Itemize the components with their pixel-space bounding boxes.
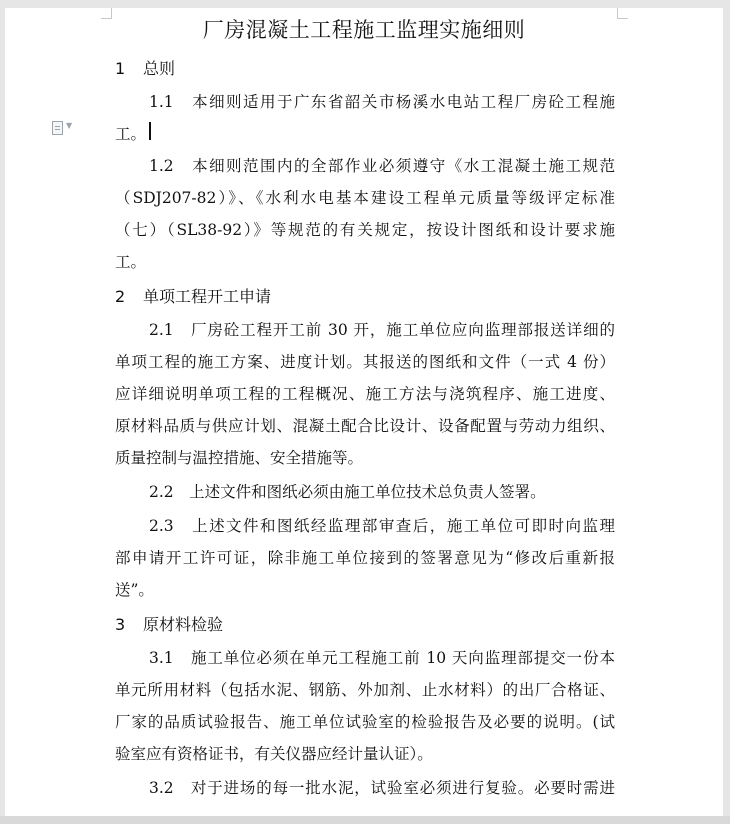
section-number: 2 (115, 287, 126, 306)
paragraph-line: 3.2 对于进场的每一批水泥，试验室必须进行复验。必要时需进 (149, 779, 615, 797)
paragraph-line: 1.2 本细则范围内的全部作业必须遵守《水工混凝土施工规范 (149, 157, 615, 175)
section-heading (115, 56, 175, 79)
document-title: 厂房混凝土工程施工监理实施细则 (202, 18, 526, 42)
paragraph-line: 质量控制与温控措施、安全措施等。 (115, 449, 364, 467)
paragraph-line: 工。 (115, 253, 147, 271)
section-heading (115, 612, 223, 635)
section-title: 原材料检验 (143, 615, 224, 634)
section-number: 3 (115, 615, 126, 634)
paragraph-line: 应详细说明单项工程的工程概况、施工方法与浇筑程序、施工进度、 (115, 385, 615, 403)
clipboard-doc-icon[interactable] (52, 121, 76, 135)
paragraph-line: 1.1 本细则适用于广东省韶关市杨溪水电站工程厂房砼工程施 (149, 93, 615, 111)
paragraph-line: 原材料品质与供应计划、混凝土配合比设计、设备配置与劳动力组织、 (115, 417, 615, 435)
paragraph-line: 单项工程的施工方案、进度计划。其报送的图纸和文件（一式 4 份） (115, 353, 615, 371)
paragraph-line: 单元所用材料（包括水泥、钢筋、外加剂、止水材料）的出厂合格证、 (115, 681, 615, 699)
document-sheet-icon (52, 121, 63, 135)
section-number: 1 (115, 59, 126, 78)
paragraph-line: 3.1 施工单位必须在单元工程施工前 10 天向监理部提交一份本 (149, 649, 615, 667)
chevron-down-icon: ▼ (66, 121, 73, 130)
section-title: 单项工程开工申请 (143, 287, 272, 306)
paragraph-line: 2.1 厂房砼工程开工前 30 开，施工单位应向监理部报送详细的 (149, 321, 615, 339)
paragraph-line: 验室应有资格证书，有关仪器应经计量认证）。 (115, 745, 433, 763)
paragraph-line: 送”。 (115, 581, 154, 599)
document-page[interactable] (5, 8, 723, 824)
paragraph-line: 工。 (115, 125, 147, 143)
paragraph-line: （SDJ207-82）》、《水利水电基本建设工程单元质量等级评定标准 (115, 189, 615, 207)
section-heading (115, 284, 271, 307)
section-title: 总则 (143, 59, 176, 78)
paragraph-line: 部申请开工许可证，除非施工单位接到的签署意见为“修改后重新报 (115, 549, 615, 567)
paragraph-line: （七）（SL38-92）》等规范的有关规定，按设计图纸和设计要求施 (115, 221, 615, 239)
paragraph-line: 2.2 上述文件和图纸必须由施工单位技术总负责人签署。 (149, 483, 546, 501)
paragraph-line: 2.3 上述文件和图纸经监理部审查后，施工单位可即时向监理 (149, 517, 615, 535)
text-cursor (149, 122, 151, 140)
horizontal-scrollbar[interactable] (0, 816, 730, 824)
paragraph-line: 厂家的品质试验报告、施工单位试验室的检验报告及必要的说明。(试 (115, 713, 615, 731)
